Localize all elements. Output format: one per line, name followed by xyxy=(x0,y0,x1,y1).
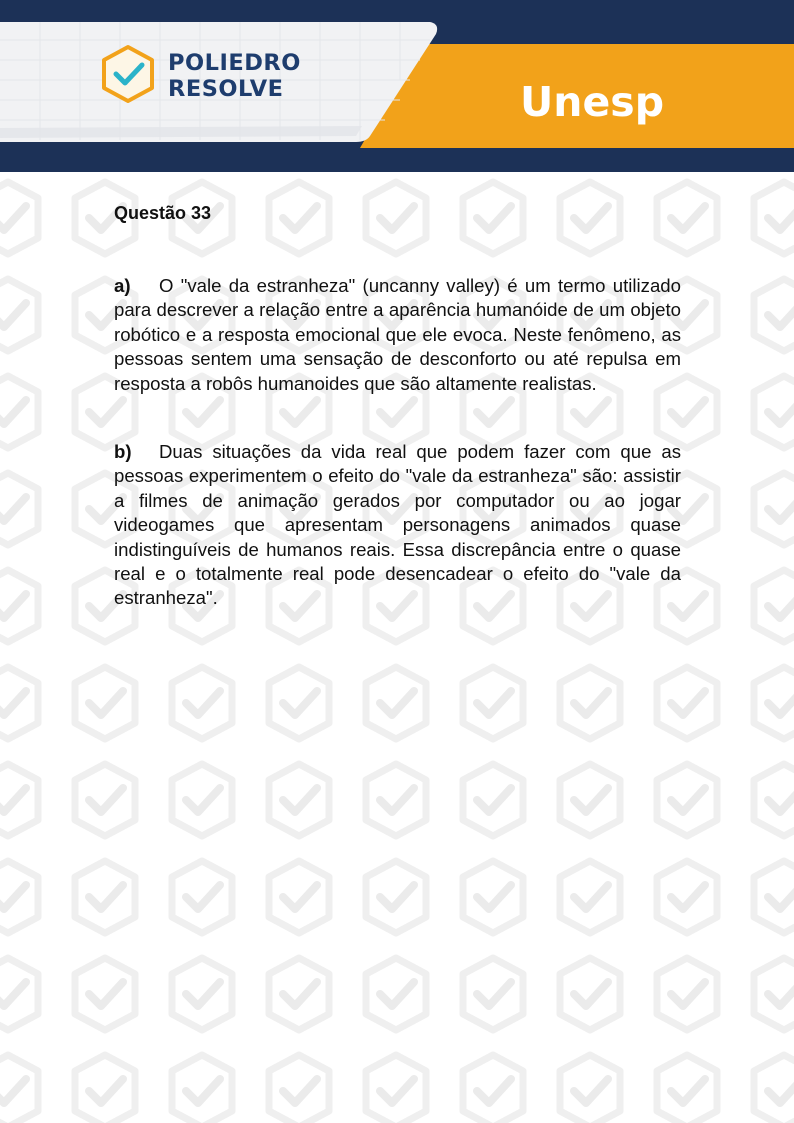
brand-line-1: POLIEDRO xyxy=(168,50,301,76)
answer-text: O "vale da estranheza" (uncanny valley) é um termo utilizado para descrever a relação entre a aparência humanóide de um objeto robótico e a resposta emocional que ele evoca. Neste fenômeno, as pessoas sentem uma sensação de desconforto ou até repulsa em resposta a robôs humanoides que são altamente realistas. xyxy=(114,275,681,394)
exam-name: Unesp xyxy=(520,78,665,126)
question-content xyxy=(114,200,681,655)
check-hexagon-icon xyxy=(99,44,157,104)
brand-line-2: RESOLVE xyxy=(168,76,284,102)
answer-label: a) xyxy=(114,275,131,296)
answer-a xyxy=(114,274,681,396)
answer-label: b) xyxy=(114,441,132,463)
page-header xyxy=(0,0,794,172)
brand-logo-text xyxy=(168,50,301,102)
answer-text: Duas situações da vida real que podem fazer com que as pessoas experimentem o efeito do "vale da estranheza" são: assistir a filmes de animação gerados por computador ou ao jogar videogames que apresentam personagens animados quase indistinguíveis de humanos reais. Essa discrepância entre o quase real e o totalmente real pode desencadear o efeito do "vale da estranheza". xyxy=(114,441,681,609)
question-title: Questão 33 xyxy=(114,203,212,223)
answer-b xyxy=(114,440,681,611)
